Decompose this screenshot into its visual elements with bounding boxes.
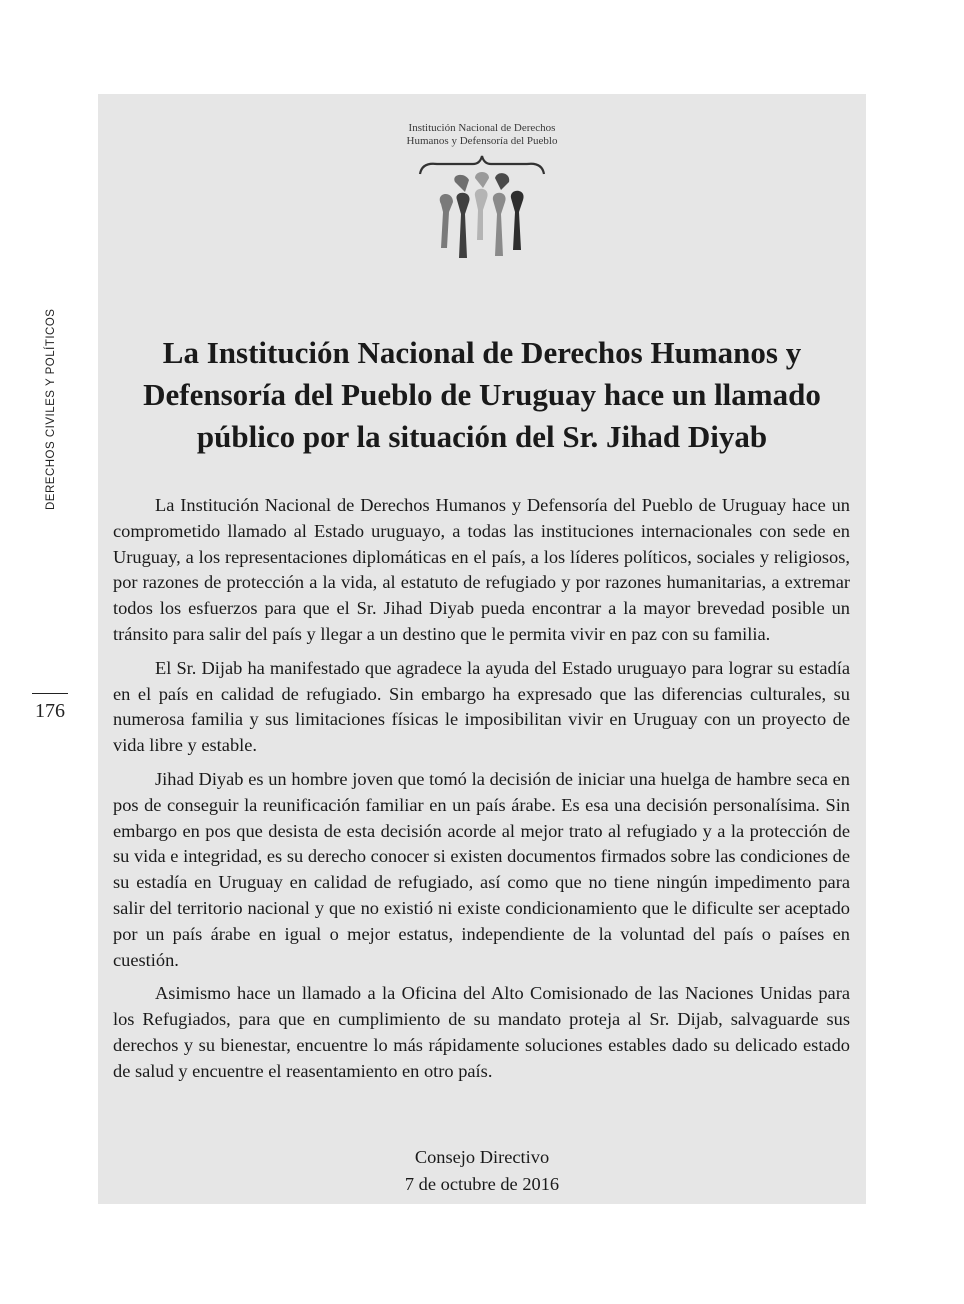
- paragraph: Asimismo hace un llamado a la Oficina del Alto Comisionado de las Naciones Unidas para los Refugiados, para que en cumplimiento de su mandato proteja al Sr. Dijab, salvaguarde sus derechos y su bienestar, encuentre lo más rápidamente soluciones estables dado su delicado estado de salud y encuentre el reasentamiento en otro país.: [113, 983, 850, 1081]
- statement-body: [113, 493, 850, 1093]
- paragraph: La Institución Nacional de Derechos Humanos y Defensoría del Pueblo de Uruguay hace un comprometido llamado al Estado uruguayo, a todas las instituciones internacionales con sede en Uruguay, a los representaciones diplomáticas en el país, a los líderes políticos, sociales y religiosos, por razones de protección a la vida, al estatuto de refugiado y por razones humanitarias, a extremar todos los esfuerzos para que el Sr. Jihad Diyab pueda encontrar a la mayor brevedad posible un tránsito para salir del país y llegar a un destino que le permita vivir en paz con su familia.: [113, 495, 850, 644]
- signature-date: 7 de octubre de 2016: [404, 1174, 560, 1194]
- paragraph: El Sr. Dijab ha manifestado que agradece la ayuda del Estado uruguayo para lograr su estadía en el país en calidad de refugiado. Sin embargo ha expresado que las diferencias culturales, su numerosa familia y sus limitaciones físicas le imposibilitan vivir en Uruguay con un proyecto de vida libre y estable.: [113, 657, 850, 756]
- section-label: DERECHOS CIVILES Y POLÍTICOS: [45, 308, 57, 510]
- signatory: Consejo Directivo: [414, 1147, 550, 1167]
- paragraph: Jihad Diyab es un hombre joven que tomó la decisión de iniciar una huelga de hambre seca en pos de conseguir la reunificación familiar en un país árabe. Es esa una decisión personalísima. Sin embargo en pos que desista de esta decisión acorde al mejor trato al refugiado y a la protección de su vida e integridad, es su derecho conocer si existen documentos firmados sobre las condiciones de su estadía en Uruguay en calidad de refugiado, así como que no tiene ningún impedimento para salir del territorio nacional y que no existió ni existe condicionamiento que le dificulte ser aceptado por un país árabe en igual o mejor estatus, independiente de la voluntad del país o países en cuestión.: [113, 768, 850, 970]
- page-number: 176: [32, 693, 68, 723]
- logo-text-line-1: Institución Nacional de Derechos: [408, 122, 556, 134]
- institution-logo: [98, 122, 866, 270]
- people-figures-icon: [417, 152, 547, 270]
- running-header-section: [45, 310, 57, 510]
- logo-text-line-2: Humanos y Defensoría del Pueblo: [406, 135, 558, 147]
- statement-panel: [98, 94, 866, 1204]
- page-title: La Institución Nacional de Derechos Humanos y Defensoría del Pueblo de Uruguay hace un llamado público por la situación del Sr. Jihad Diyab: [143, 335, 821, 454]
- signature-block: [98, 1144, 866, 1198]
